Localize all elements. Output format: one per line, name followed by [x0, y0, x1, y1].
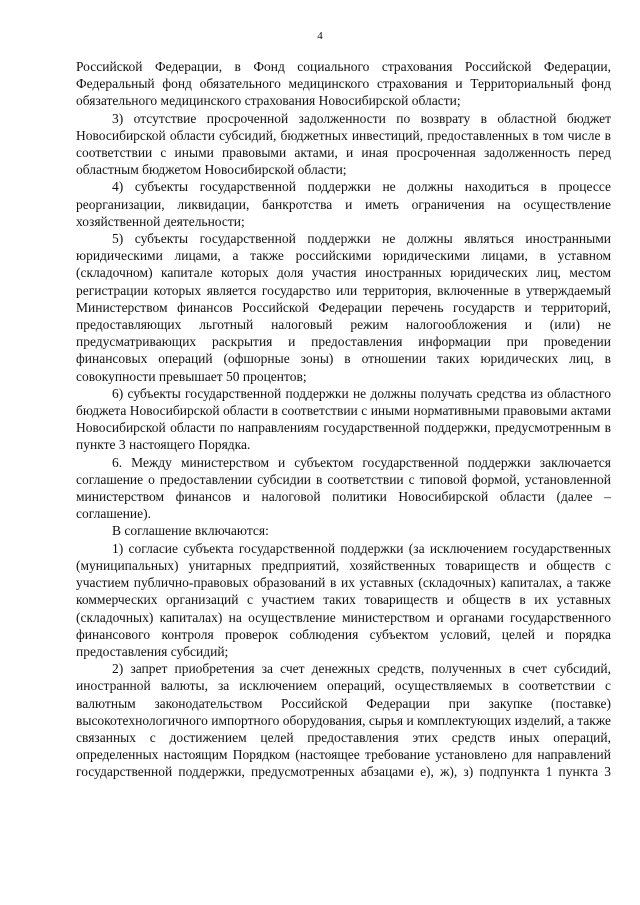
paragraph-item-3: 3) отсутствие просроченной задолженности по возврату в областной бюджет Новосибирской области субсидий, бюджетных инвестиций, предоставленных в том числе в соответствии с иными правовыми актами, и иная просроченная задолженность перед областным бюджетом Новосибирской области;	[76, 110, 611, 178]
body-text	[76, 58, 611, 781]
paragraph-continuation: Российской Федерации, в Фонд социального страхования Российской Федерации, Федеральный фонд обязательного медицинского страхования и Территориальный фонд обязательного медицинского страхования Новосибирской области;	[76, 59, 611, 109]
paragraph-agreement-includes: В соглашение включаются:	[112, 523, 269, 539]
page-number: 4	[317, 30, 323, 42]
paragraph-item-5: 5) субъекты государственной поддержки не должны являться иностранными юридическими лицами, а также российскими юридическими лицами, в уставном (складочном) капитале которых доля участия иностранных юридических лиц, местом регистрации которых является государство или территория, включенные в утверждаемый Министерством финансов Российской Федерации перечень государств и территорий, предоставляющих льготный налоговый режим налогообложения и (или) не предусматривающих раскрытия и предоставления информации при проведении финансовых операций (офшорные зоны) в отношении таких юридических лиц, в совокупности превышает 50 процентов;	[76, 231, 611, 384]
paragraph-item-4: 4) субъекты государственной поддержки не должны находиться в процессе реорганизации, ликвидации, банкротства и иметь ограничения на осуществление хозяйственной деятельности;	[76, 179, 611, 229]
paragraph-subitem-2: 2) запрет приобретения за счет денежных средств, полученных в счет субсидий, иностранной валюты, за исключением операций, осуществляемых в соответствии с валютным законодательством Российской Федерации при закупке (поставке) высокотехнологичного импортного оборудования, сырья и комплектующих изделий, а также связанных с достижением целей предоставления этих средств иных операций, определенных настоящим Порядком (настоящее требование установлено для направлений государственной поддержки, предусмотренных абзацами е), ж), з) подпункта 1 пункта 3	[76, 661, 611, 780]
paragraph-subitem-1: 1) согласие субъекта государственной поддержки (за исключением государственных (муниципальных) унитарных предприятий, хозяйственных товариществ и обществ с участием публично-правовых образований в их уставных (складочных) капиталах, а также коммерческих организаций с участием таких товариществ и обществ в их уставных (складочных) капиталах) на осуществление министерством и органами государственного финансового контроля проверок соблюдения субъектом условий, целей и порядка предоставления субсидий;	[76, 540, 611, 659]
paragraph-section-6: 6. Между министерством и субъектом государственной поддержки заключается соглашение о предоставлении субсидии в соответствии с типовой формой, установленной министерством финансов и налоговой политики Новосибирской области (далее – соглашение).	[76, 454, 611, 522]
paragraph-item-6: 6) субъекты государственной поддержки не должны получать средства из областного бюджета Новосибирской области в соответствии с иными нормативными правовыми актами Новосибирской области по направлениям государственной поддержки, предусмотренным в пункте 3 настоящего Порядка.	[76, 385, 611, 453]
